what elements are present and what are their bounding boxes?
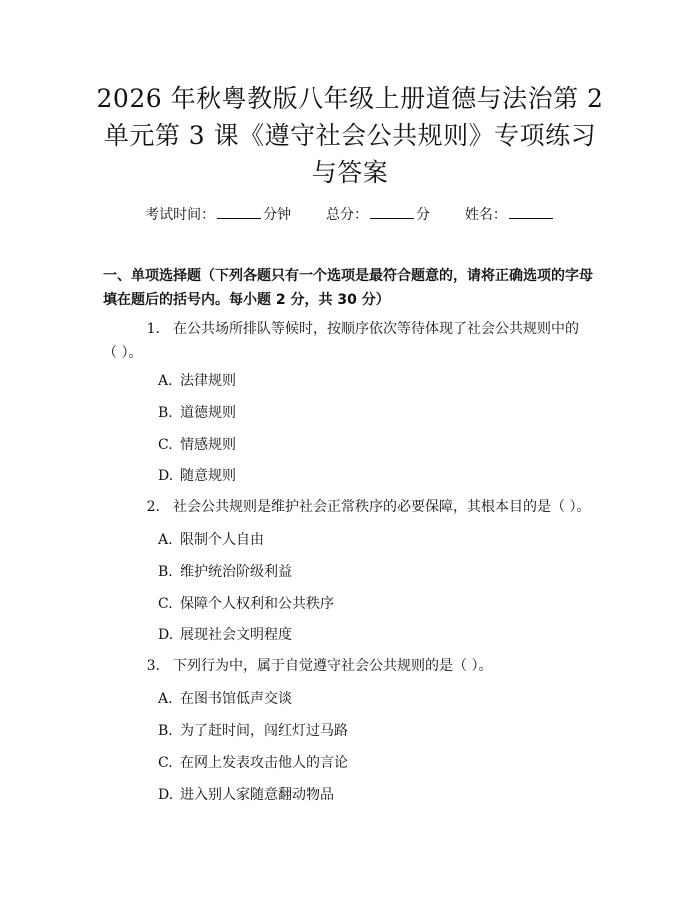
score-label: 总分：	[326, 207, 368, 223]
option-2b: B. 维护统治阶级利益	[158, 564, 292, 580]
question-stem: 在公共场所排队等候时，按顺序依次等待体现了社会公共规则中的	[173, 321, 579, 337]
name-label: 姓名：	[464, 207, 507, 223]
section-heading-line-2: 填在题后的括号内。每小题 2 分，共 30 分）	[103, 292, 390, 308]
option-2c: C. 保障个人权利和公共秩序	[158, 596, 334, 612]
question-number: 1.	[146, 321, 160, 337]
question-number: 2.	[146, 499, 160, 515]
title-line-1: 2026 年秋粤教版八年级上册道德与法治第 2	[96, 84, 604, 113]
score-unit: 分	[416, 207, 430, 223]
option-1c: C. 情感规则	[158, 437, 236, 453]
question-stem: 下列行为中，属于自觉遵守社会公共规则的是（ ）。	[173, 658, 493, 674]
option-1a: A. 法律规则	[158, 373, 236, 389]
section-heading-line-1: 一、单项选择题（下列各题只有一个选项是最符合题意的，请将正确选项的字母	[103, 268, 593, 284]
exam-meta-line	[0, 204, 700, 224]
question-3	[103, 654, 623, 678]
score-blank	[370, 208, 414, 219]
question-2	[103, 495, 623, 519]
option-1d: D. 随意规则	[158, 468, 236, 484]
question-stem-continued: （ ）。	[103, 345, 143, 361]
document-title	[95, 80, 605, 191]
option-3d: D. 进入别人家随意翻动物品	[158, 787, 334, 803]
question-1	[103, 317, 623, 365]
option-3a: A. 在图书馆低声交谈	[158, 691, 292, 707]
title-line-3: 与答案	[311, 158, 389, 187]
time-blank	[217, 208, 261, 219]
option-2d: D. 展现社会文明程度	[158, 627, 292, 643]
section-heading	[103, 264, 613, 312]
title-line-2: 单元第 3 课《遵守社会公共规则》专项练习	[103, 121, 597, 150]
time-label: 考试时间：	[145, 207, 216, 223]
question-number: 3.	[146, 658, 160, 674]
option-3c: C. 在网上发表攻击他人的言论	[158, 755, 348, 771]
question-stem: 社会公共规则是维护社会正常秩序的必要保障，其根本目的是（ ）。	[173, 499, 591, 515]
option-2a: A. 限制个人自由	[158, 532, 264, 548]
option-1b: B. 道德规则	[158, 405, 236, 421]
option-3b: B. 为了赶时间，闯红灯过马路	[158, 723, 348, 739]
time-unit: 分钟	[263, 207, 292, 223]
name-blank	[509, 208, 553, 219]
